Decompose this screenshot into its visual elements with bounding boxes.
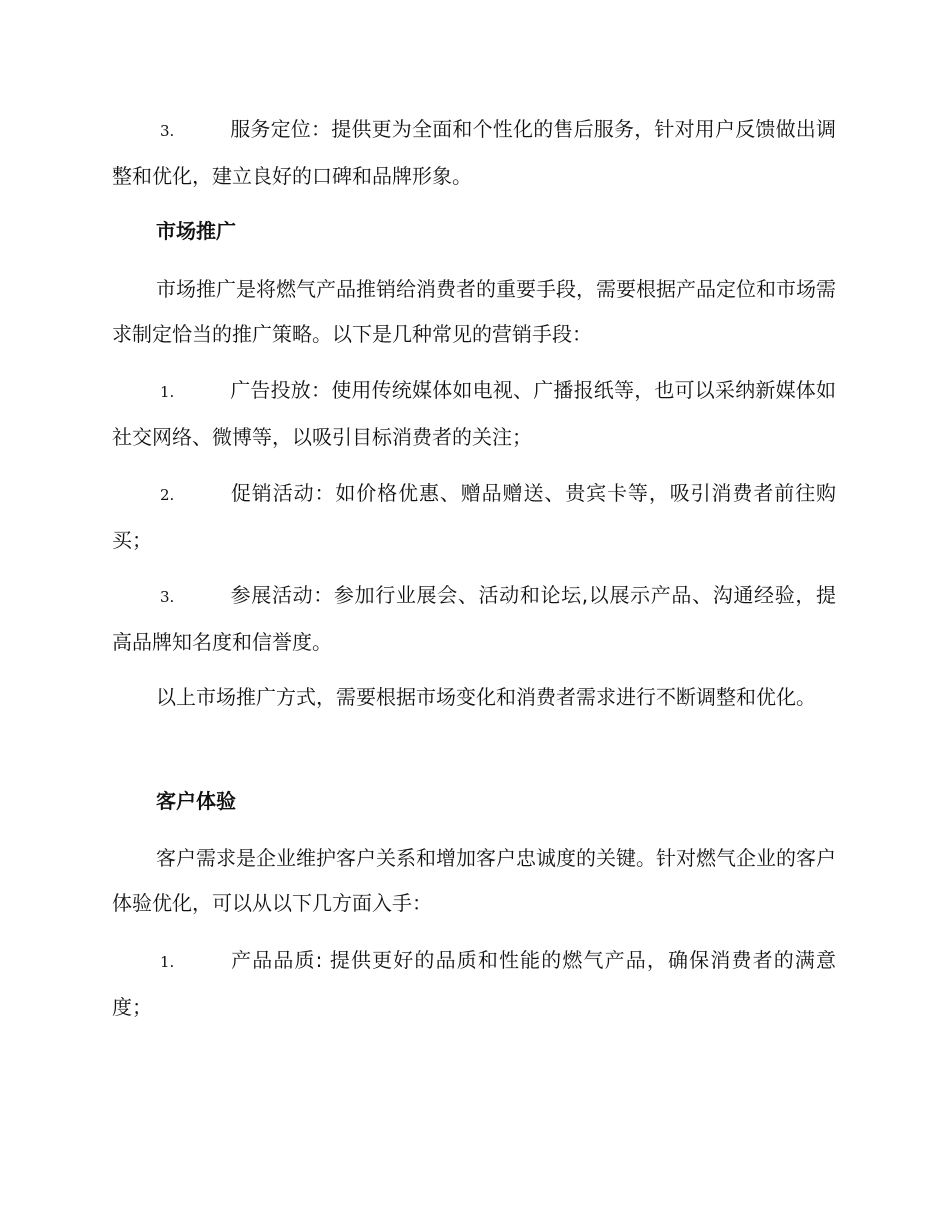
list-item-promotion <box>112 471 836 563</box>
list-item-product-quality <box>112 938 836 1030</box>
list-number: 3. <box>160 122 175 140</box>
list-item-service-positioning <box>112 107 836 199</box>
list-number: 2. <box>160 486 175 504</box>
section-heading-customer: 客户体验 <box>156 789 236 813</box>
list-number: 1. <box>160 383 175 401</box>
list-item-text: 参展活动：参加行业展会、活动和论坛,以展示产品、沟通经验，提高品牌知名度和信誉度。 <box>112 583 836 654</box>
list-item-advertising <box>112 368 836 460</box>
list-number: 1. <box>160 953 175 971</box>
list-item-exhibition <box>112 573 836 665</box>
list-number: 3. <box>160 588 175 606</box>
market-intro-paragraph: 市场推广是将燃气产品推销给消费者的重要手段，需要根据产品定位和市场需求制定恰当的推广策略。以下是几种常见的营销手段： <box>112 277 836 346</box>
list-item-text: 服务定位：提供更为全面和个性化的售后服务，针对用户反馈做出调整和优化，建立良好的口碑和品牌形象。 <box>112 117 836 188</box>
market-conclusion-paragraph: 以上市场推广方式，需要根据市场变化和消费者需求进行不断调整和优化。 <box>156 685 816 709</box>
customer-intro-paragraph: 客户需求是企业维护客户关系和增加客户忠诚度的关键。针对燃气企业的客户体验优化，可以从以下几方面入手： <box>112 846 836 915</box>
list-item-text: 促销活动：如价格优惠、赠品赠送、贵宾卡等，吸引消费者前往购买； <box>112 481 836 552</box>
list-item-text: 产品品质: 提供更好的品质和性能的燃气产品，确保消费者的满意度； <box>112 948 836 1019</box>
list-item-text: 广告投放：使用传统媒体如电视、广播报纸等，也可以采纳新媒体如社交网络、微博等，以吸引目标消费者的关注； <box>112 378 836 449</box>
section-heading-market: 市场推广 <box>156 219 236 243</box>
